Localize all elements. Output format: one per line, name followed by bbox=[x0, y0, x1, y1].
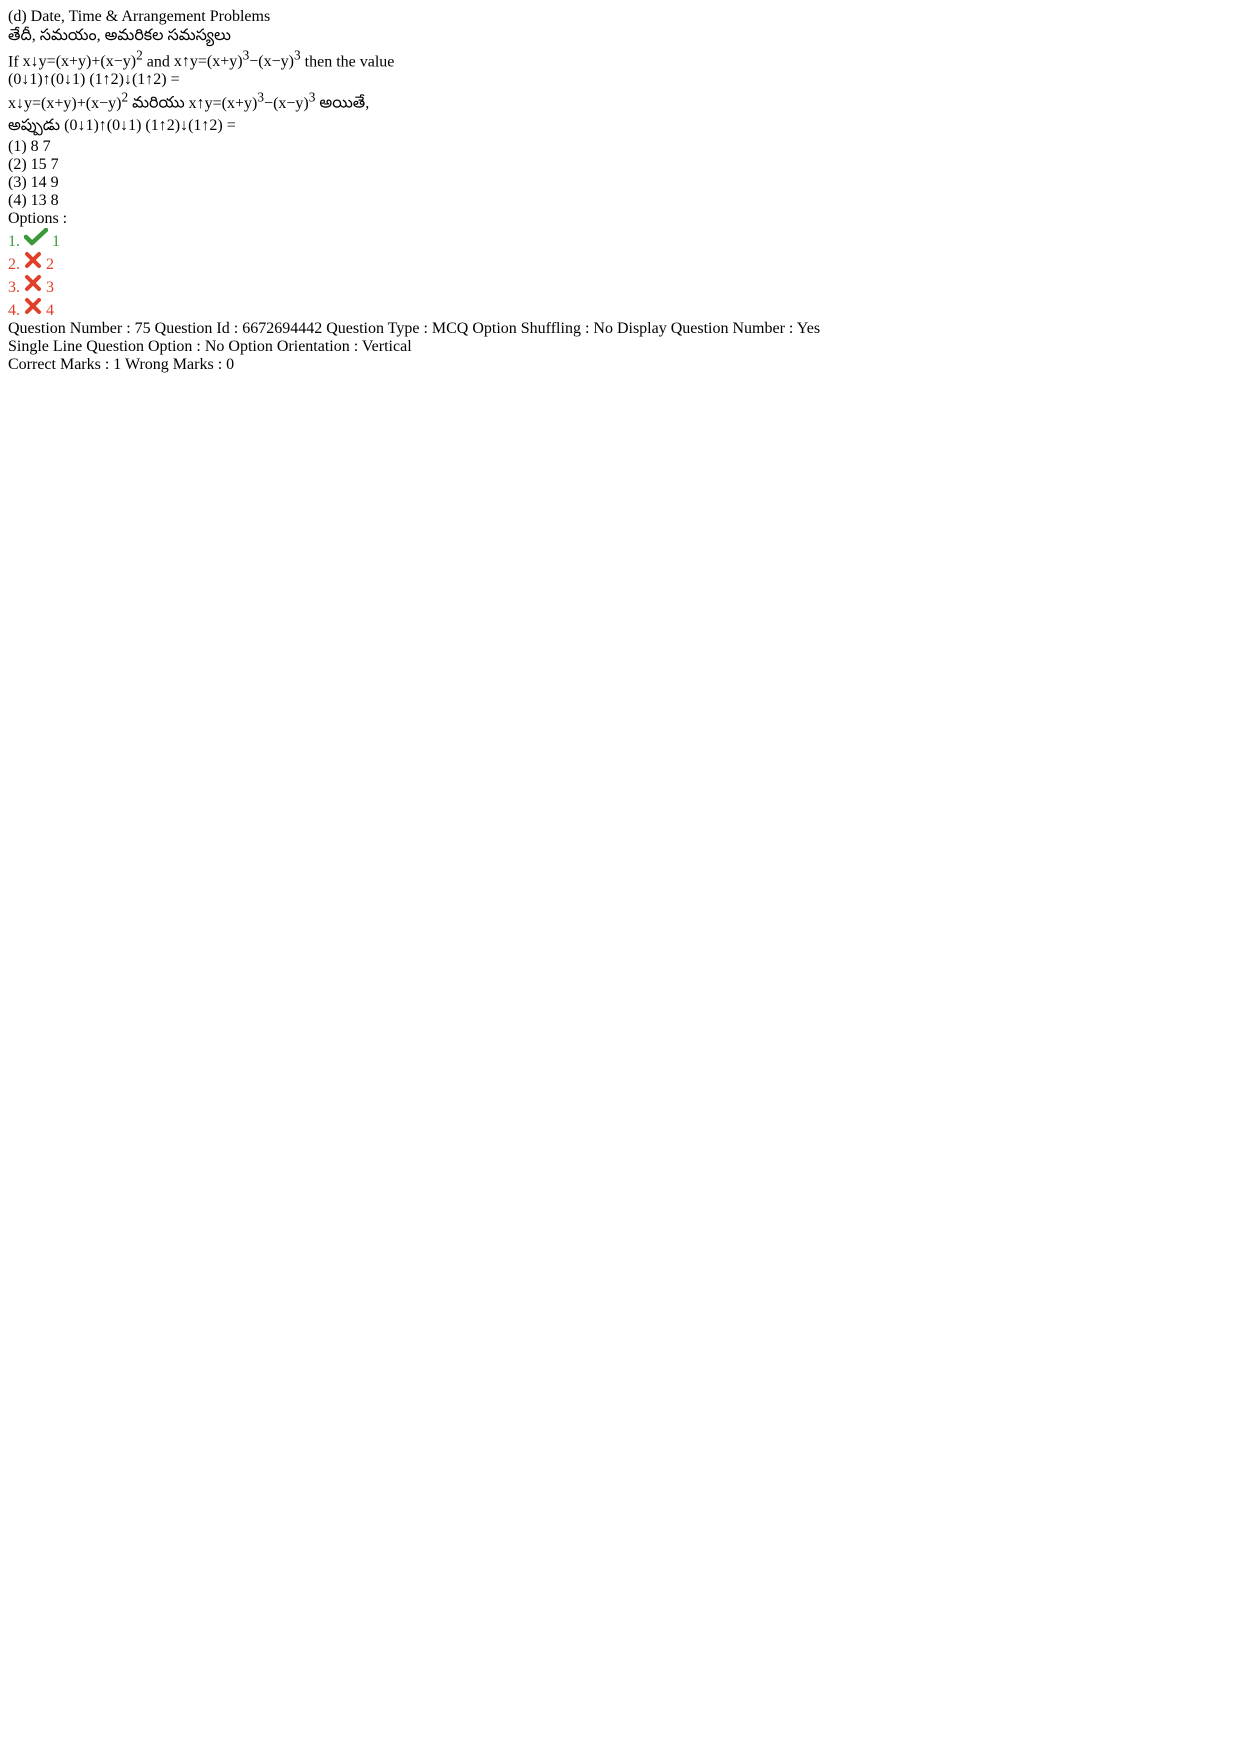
choice-label: (4) bbox=[8, 191, 27, 209]
choice-fraction bbox=[31, 138, 51, 155]
option-4 bbox=[8, 297, 1232, 320]
choice-label: (1) bbox=[8, 137, 27, 155]
telugu-and-word: మరియు bbox=[132, 94, 185, 112]
option-number: 1. bbox=[8, 232, 20, 250]
choice-label: (3) bbox=[8, 173, 27, 191]
formula-down-definition: $x↓y=(x+y)+(x-y)^2$ bbox=[22, 48, 143, 71]
check-icon bbox=[24, 233, 52, 250]
expression-equals-te: = bbox=[226, 116, 236, 134]
option-value: 2 bbox=[46, 255, 54, 273]
cross-icon bbox=[24, 279, 46, 296]
question-statement-te bbox=[8, 89, 1232, 115]
expression-fraction bbox=[8, 71, 171, 88]
expression-denominator-te: (1↑2)↓(1↑2) bbox=[145, 116, 223, 134]
choice-fraction bbox=[31, 156, 59, 173]
option-number: 2. bbox=[8, 255, 20, 273]
choice-fraction bbox=[31, 174, 59, 191]
question-tail-text: then the value bbox=[304, 53, 395, 71]
expression-equals: = bbox=[170, 71, 180, 89]
choice-numerator: 13 bbox=[30, 191, 47, 209]
expression-numerator: (0↓1)↑(0↓1) bbox=[8, 71, 86, 89]
question-meta-line-1: Question Number : 75 Question Id : 6672694442 Question Type : MCQ Option Shuffling : No Display Question Number : Yes bbox=[8, 319, 821, 337]
choice-fraction bbox=[31, 192, 59, 209]
question-and-word: and bbox=[146, 53, 170, 71]
question-page bbox=[8, 8, 1232, 374]
formula-up-definition: $x↑y=(x+y)^3-(x-y)^3$ bbox=[173, 48, 301, 71]
section-title: Date, Time & Arrangement Problems bbox=[30, 8, 271, 25]
question-meta-line-2: Single Line Question Option : No Option Orientation : Vertical bbox=[8, 337, 412, 355]
option-value: 3 bbox=[46, 278, 54, 296]
choice-denominator: 7 bbox=[50, 155, 59, 173]
options-heading: Options : bbox=[8, 209, 68, 227]
choice-numerator: 14 bbox=[30, 173, 47, 191]
expression-numerator-te: (0↓1)↑(0↓1) bbox=[64, 116, 142, 134]
expression-te bbox=[8, 116, 1232, 138]
option-1 bbox=[8, 228, 1232, 251]
choice-denominator: 9 bbox=[50, 173, 59, 191]
section-title-telugu: తేదీ, సమయం, అమరికల సమస్యలు bbox=[8, 27, 231, 44]
choice-numerator: 15 bbox=[30, 155, 47, 173]
choice-3 bbox=[8, 174, 1232, 192]
section-header bbox=[8, 8, 1232, 26]
choice-2 bbox=[8, 156, 1232, 174]
choice-denominator: 7 bbox=[42, 137, 51, 155]
formula-up-definition-te: $x↑y=(x+y)^3-(x-y)^3$ bbox=[188, 89, 316, 112]
option-number: 4. bbox=[8, 301, 20, 319]
question-statement-en bbox=[8, 48, 1232, 71]
choice-1 bbox=[8, 138, 1232, 156]
expression-denominator: (1↑2)↓(1↑2) bbox=[89, 71, 167, 89]
question-lead-word: If bbox=[8, 53, 19, 71]
cross-icon bbox=[24, 256, 46, 273]
option-value: 4 bbox=[46, 301, 54, 319]
telugu-tail-word: అయితే, bbox=[319, 94, 370, 112]
choice-numerator: 8 bbox=[30, 137, 39, 155]
option-number: 3. bbox=[8, 278, 20, 296]
option-3 bbox=[8, 274, 1232, 297]
choice-denominator: 8 bbox=[50, 191, 59, 209]
option-2 bbox=[8, 251, 1232, 274]
expression-fraction-te bbox=[64, 117, 227, 134]
choice-4 bbox=[8, 192, 1232, 210]
cross-icon bbox=[24, 302, 46, 319]
telugu-then-word: అప్పుడు bbox=[8, 116, 61, 134]
expression-en bbox=[8, 71, 1232, 89]
section-label: (d) bbox=[8, 8, 27, 25]
choice-label: (2) bbox=[8, 155, 27, 173]
question-marks-line: Correct Marks : 1 Wrong Marks : 0 bbox=[8, 355, 235, 373]
formula-down-definition-te: $x↓y=(x+y)+(x-y)^2$ bbox=[8, 89, 129, 112]
option-value: 1 bbox=[52, 232, 60, 250]
